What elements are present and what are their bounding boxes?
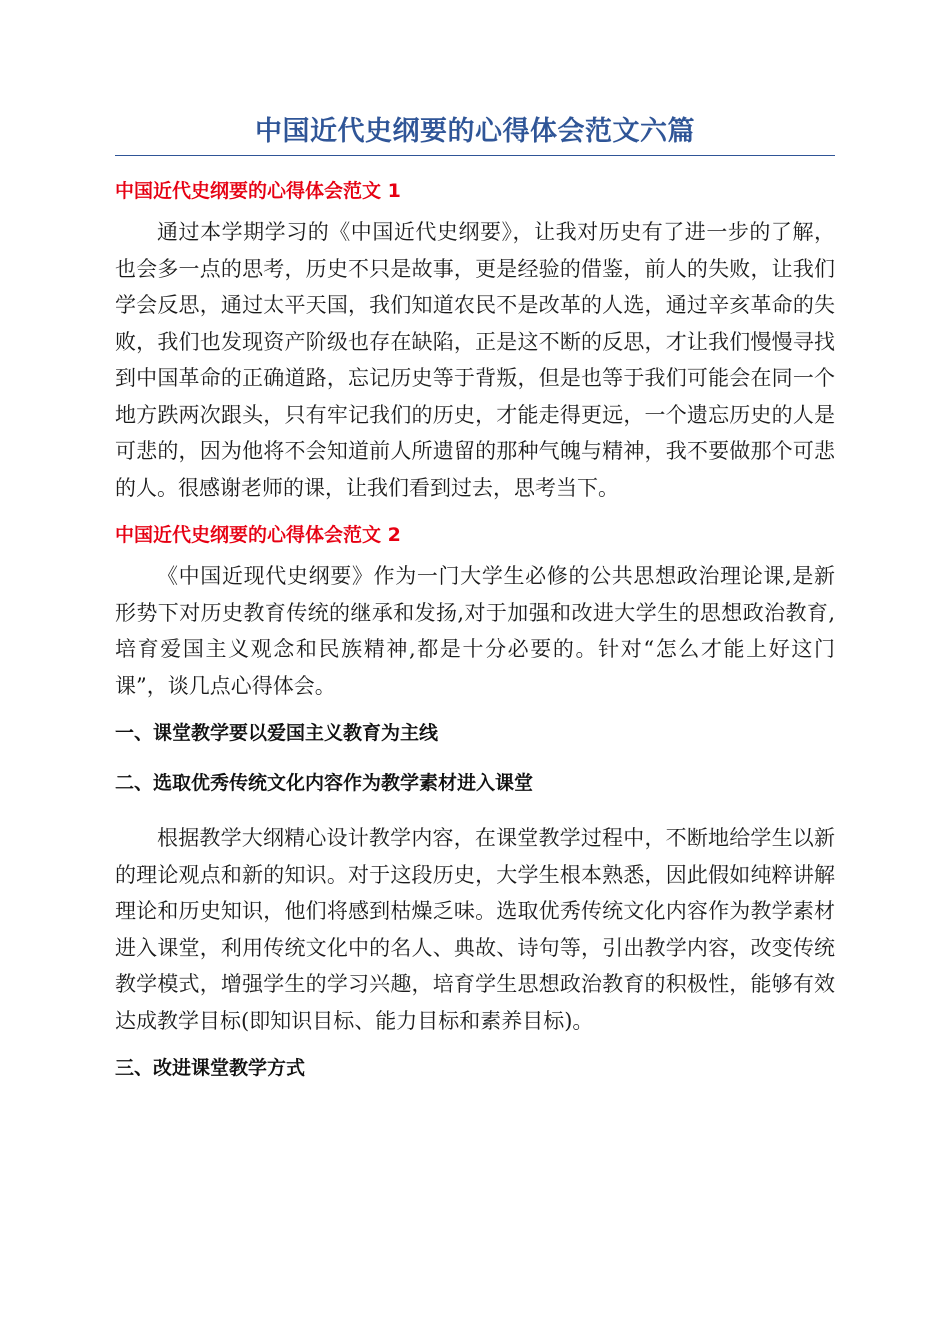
point-2-paragraph: 根据教学大纲精心设计教学内容，在课堂教学过程中，不断地给学生以新的理论观点和新的知识。对于这段历史，大学生根本熟悉，因此假如纯粹讲解理论和历史知识，他们将感到枯燥乏味。选取优秀传统文化内容作为教学素材进入课堂，利用传统文化中的名人、典故、诗句等，引出教学内容，改变传统教学模式，增强学生的学习兴趣，培育学生思想政治教育的积极性，能够有效达成教学目标(即知识目标、能力目标和素养目标)。: [115, 826, 835, 1033]
point-3-heading: 三、改进课堂教学方式: [115, 1057, 306, 1079]
point-1-heading: 一、课堂教学要以爱国主义教育为主线: [115, 722, 439, 744]
document-page: [115, 112, 835, 1105]
document-title: 中国近代史纲要的心得体会范文六篇: [115, 112, 835, 156]
section-1-heading: 中国近代史纲要的心得体会范文 1: [115, 180, 401, 202]
section-1-paragraph: 通过本学期学习的《中国近代史纲要》，让我对历史有了进一步的了解，也会多一点的思考，历史不只是故事，更是经验的借鉴，前人的失败，让我们学会反思，通过太平天国，我们知道农民不是改革的人选，通过辛亥革命的失败，我们也发现资产阶级也存在缺陷，正是这不断的反思，才让我们慢慢寻找到中国革命的正确道路，忘记历史等于背叛，但是也等于我们可能会在同一个地方跌两次跟头，只有牢记我们的历史，才能走得更远，一个遗忘历史的人是可悲的，因为他将不会知道前人所遗留的那种气魄与精神，我不要做那个可悲的人。很感谢老师的课，让我们看到过去，思考当下。: [115, 220, 835, 500]
point-2-heading: 二、选取优秀传统文化内容作为教学素材进入课堂: [115, 772, 534, 794]
section-2-heading: 中国近代史纲要的心得体会范文 2: [115, 524, 401, 546]
section-2-intro-paragraph: 《中国近现代史纲要》作为一门大学生必修的公共思想政治理论课,是新形势下对历史教育传统的继承和发扬,对于加强和改进大学生的思想政治教育,培育爱国主义观念和民族精神,都是十分必要的。针对“怎么才能上好这门课”，谈几点心得体会。: [115, 564, 835, 698]
